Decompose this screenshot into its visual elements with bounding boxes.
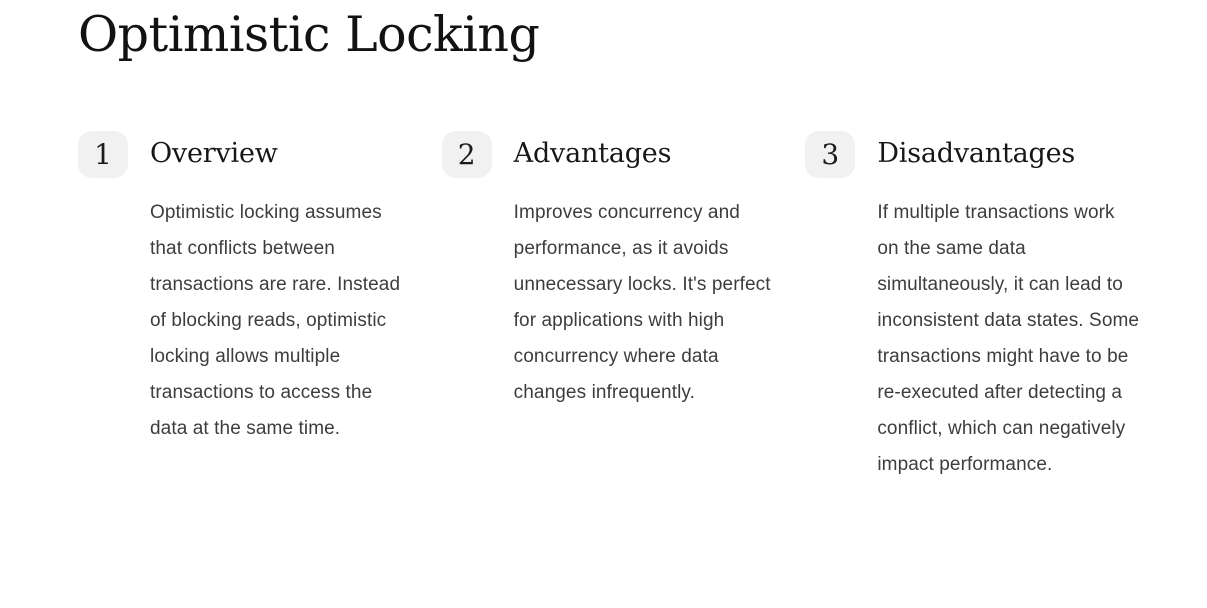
section-number-badge: 2 xyxy=(442,131,492,178)
section-disadvantages xyxy=(805,131,1141,483)
section-overview xyxy=(78,131,414,483)
section-number-badge: 1 xyxy=(78,131,128,178)
section-heading: Overview xyxy=(150,138,278,170)
section-body: Improves concurrency and performance, as it avoids unnecessary locks. It's perfect for applications with high concurrency where data changes infrequently. xyxy=(513,201,771,403)
section-number-badge: 3 xyxy=(805,131,855,178)
page-title: Optimistic Locking xyxy=(78,6,540,63)
section-header xyxy=(805,131,1141,178)
section-header xyxy=(442,131,778,178)
columns xyxy=(78,131,1141,483)
section-body: Optimistic locking assumes that conflicts between transactions are rare. Instead of blocking reads, optimistic locking allows multiple transactions to access the data at the same time. xyxy=(150,201,401,439)
section-heading: Disadvantages xyxy=(877,138,1076,170)
section-heading: Advantages xyxy=(513,138,672,170)
section-body: If multiple transactions work on the same data simultaneously, it can lead to inconsistent data states. Some transactions might have to be re-executed after detecting a conflict, which can negatively impact performance. xyxy=(877,201,1140,475)
section-advantages xyxy=(442,131,778,483)
section-header xyxy=(78,131,414,178)
